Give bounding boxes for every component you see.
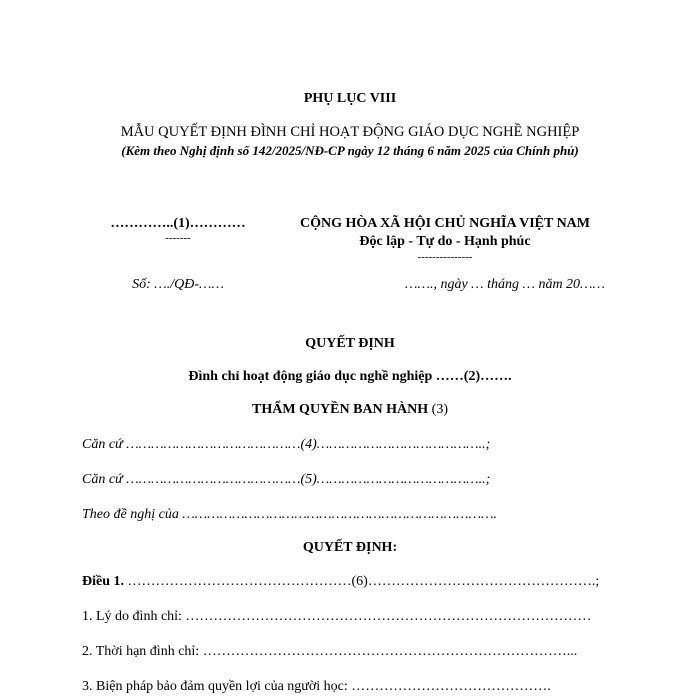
- decision-number: Số: …./QĐ-……: [132, 277, 224, 292]
- decision-title: QUYẾT ĐỊNH: [305, 336, 395, 351]
- agency-placeholder: …………..(1)…………: [110, 216, 246, 231]
- appendix-title: PHỤ LỤC VIII: [303, 91, 397, 106]
- motto: Độc lập - Tự do - Hạnh phúc: [359, 234, 531, 249]
- article-1: [82, 574, 599, 590]
- basis-2: Căn cứ ……………………………………(5)…………………………………..;: [82, 472, 491, 487]
- date-line: ……., ngày … tháng … năm 20……: [405, 277, 605, 292]
- authority-line: [0, 402, 700, 418]
- article-1-text: …………………………………………(6)………………………………………….;: [124, 574, 600, 589]
- article-1-label: Điều 1.: [82, 574, 124, 589]
- right-separator: ---------------: [417, 251, 473, 263]
- basis-1: Căn cứ ……………………………………(4)…………………………………..;: [82, 437, 491, 452]
- item-protection-measures: 3. Biện pháp bảo đảm quyền lợi của người học: …………………………………….: [82, 679, 551, 694]
- authority-title: THẨM QUYỀN BAN HÀNH: [252, 402, 429, 417]
- item-duration: 2. Thời hạn đình chỉ: ……………………………………………………………………...: [82, 644, 578, 659]
- left-separator: -------: [165, 232, 191, 244]
- attached-note: (Kèm theo Nghị định số 142/2025/NĐ-CP ngày 12 tháng 6 năm 2025 của Chính phủ): [121, 143, 579, 158]
- authority-note: (3): [431, 402, 448, 417]
- item-reason: 1. Lý do đình chỉ: ……………………………………………………………………………: [82, 609, 592, 624]
- form-title: MẪU QUYẾT ĐỊNH ĐÌNH CHỈ HOẠT ĐỘNG GIÁO DỤC NGHỀ NGHIỆP: [120, 124, 580, 140]
- national-title: CỘNG HÒA XÃ HỘI CHỦ NGHĨA VIỆT NAM: [299, 216, 590, 231]
- proposal-line: Theo đề nghị của ………………………………………………………………….: [82, 507, 498, 522]
- decides-heading: QUYẾT ĐỊNH:: [302, 540, 398, 555]
- decision-subject: Đình chỉ hoạt động giáo dục nghề nghiệp ……(2)…….: [188, 369, 512, 384]
